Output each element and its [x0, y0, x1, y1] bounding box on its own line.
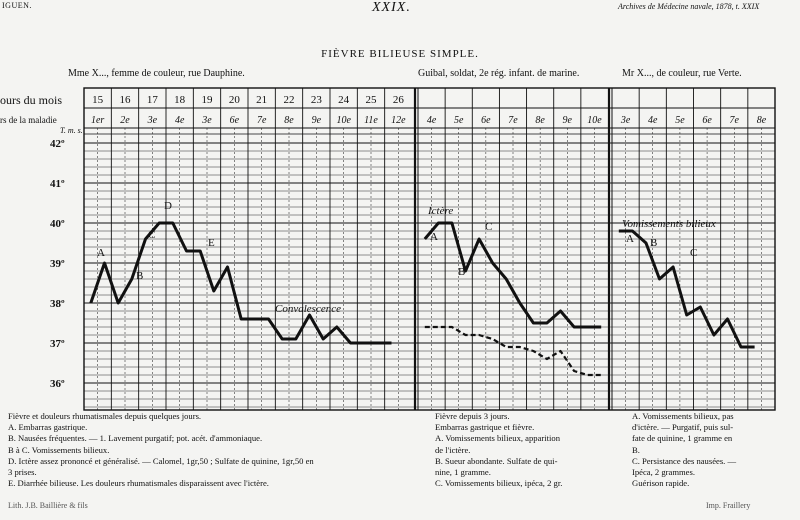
- note-line: E. Diarrhée bilieuse. Les douleurs rhumatismales disparaissent avec l'ictère.: [8, 478, 269, 489]
- header-plate-number: XXIX.: [372, 0, 411, 15]
- patient-label-2: Guibal, soldat, 2e rég. infant. de marine.: [418, 68, 580, 79]
- day-of-month-label: 19: [201, 94, 213, 106]
- note-line: C. Vomissements bilieux, ipéca, 2 gr.: [435, 478, 563, 489]
- note-line: Fièvre depuis 3 jours.: [435, 411, 510, 421]
- y-tick-label: 38º: [50, 298, 65, 310]
- day-of-illness-label: 8e: [535, 115, 545, 126]
- event-letter-label: B: [650, 237, 658, 249]
- day-of-illness-label: 8e: [756, 115, 767, 126]
- note-line: fate de quinine, 1 gramme en: [632, 433, 733, 444]
- note-line: Ipéca, 2 grammes.: [632, 467, 695, 478]
- notes-left: [8, 411, 314, 489]
- day-of-illness-label: 3e: [147, 115, 158, 126]
- header-journal: Archives de Médecine navale, 1878, t. XXIX: [618, 2, 760, 11]
- chart-title: FIÈVRE BILIEUSE SIMPLE.: [321, 48, 479, 60]
- row-label-days-of-month: ours du mois: [0, 93, 63, 107]
- note-line: B. Nausées fréquentes. — 1. Lavement purgatif; pot. acét. d'ammoniaque.: [8, 433, 263, 444]
- day-of-illness-label: 7e: [729, 115, 739, 126]
- day-of-illness-label: 4e: [174, 115, 185, 126]
- day-of-month-label: 15: [92, 94, 104, 106]
- note-line: B. Sueur abondante. Sulfate de qui-: [435, 455, 558, 466]
- footer-printer-left: Lith. J.B. Baillière & fils: [8, 501, 88, 510]
- annotation-label: Vomissements bilieux: [622, 218, 716, 230]
- note-line: A. Vomissements bilieux, apparition: [435, 433, 560, 444]
- day-of-month-label: 26: [392, 94, 404, 106]
- note-line: d'ictère. — Purgatif, puis sul-: [632, 422, 734, 433]
- note-line: D. Ictère assez prononcé et généralisé. — Calomel, 1gr,50 ; Sulfate de quinine, 1gr,50 en: [8, 455, 314, 466]
- note-line: B à C. Vomissements bilieux.: [8, 444, 110, 455]
- day-of-illness-label: 9e: [311, 115, 322, 126]
- event-letter-label: C: [148, 229, 156, 241]
- header-left: IGUEN.: [2, 1, 32, 10]
- note-line: A. Vomissements bilieux, pas: [632, 411, 734, 421]
- y-tick-label: 36º: [50, 378, 65, 390]
- day-of-illness-label: 6e: [702, 115, 712, 126]
- day-of-illness-label: 8e: [284, 115, 294, 126]
- day-of-illness-label: 1er: [90, 115, 105, 126]
- day-of-illness-label: 10e: [336, 115, 351, 126]
- note-line: Guérison rapide.: [632, 478, 690, 489]
- day-of-illness-label: 4e: [648, 115, 658, 126]
- event-letter-label: C: [690, 247, 698, 259]
- day-of-illness-label: 3e: [620, 115, 631, 126]
- day-of-month-label: 18: [174, 94, 186, 106]
- row-label-days-of-illness: rs de la maladie: [0, 115, 57, 125]
- event-letter-label: A: [97, 247, 105, 259]
- day-of-illness-label: 6e: [229, 115, 240, 126]
- day-of-month-label: 25: [365, 94, 377, 106]
- event-letter-label: A: [626, 233, 634, 245]
- day-of-illness-label: 7e: [508, 115, 518, 126]
- temperature-line: [425, 223, 601, 327]
- day-of-illness-label: 11e: [364, 115, 378, 126]
- note-line: 3 prises.: [8, 467, 37, 478]
- day-of-illness-label: 6e: [481, 115, 491, 126]
- day-of-illness-label: 2e: [120, 115, 130, 126]
- annotation-label: Convalescence: [275, 303, 341, 315]
- y-tick-label: 40º: [50, 218, 65, 230]
- note-line: B.: [632, 444, 640, 455]
- y-tick-label: 39º: [50, 258, 65, 270]
- y-tick-label: 41º: [50, 178, 65, 190]
- note-line: C. Persistance des nausées. —: [632, 455, 737, 466]
- event-letter-label: C: [485, 221, 493, 233]
- day-of-month-label: 16: [119, 94, 131, 106]
- day-of-illness-label: 5e: [453, 115, 464, 126]
- day-of-month-label: 21: [256, 94, 268, 106]
- notes-middle: [435, 411, 562, 489]
- note-line: Fièvre et douleurs rhumatismales depuis quelques jours.: [8, 411, 202, 421]
- y-tick-label: 42º: [50, 138, 65, 150]
- day-of-month-label: 20: [228, 94, 240, 106]
- event-letter-label: E: [208, 237, 215, 249]
- temperature-line: [91, 223, 392, 343]
- row-label-tms: T. m. s.: [60, 126, 83, 135]
- note-line: nine, 1 gramme.: [435, 467, 491, 478]
- day-of-month-label: 17: [146, 94, 158, 106]
- day-of-illness-label: 10e: [587, 115, 602, 126]
- note-line: Embarras gastrique et fièvre.: [435, 422, 535, 433]
- annotation-label: Ictère: [428, 205, 454, 217]
- patient-label-1: Mme X..., femme de couleur, rue Dauphine.: [68, 68, 245, 79]
- notes-right: [632, 411, 736, 489]
- day-of-illness-label: 7e: [256, 115, 267, 126]
- day-of-illness-label: 4e: [426, 115, 437, 126]
- day-of-month-label: 22: [283, 94, 295, 106]
- day-of-illness-label: 9e: [562, 115, 573, 126]
- chart-frame: [84, 88, 775, 410]
- event-letter-label: B: [136, 270, 144, 282]
- footer-printer-right: Imp. Fraillery: [706, 501, 751, 510]
- day-of-month-label: 24: [338, 94, 350, 106]
- day-of-illness-label: 5e: [675, 115, 685, 126]
- event-letter-label: A: [430, 231, 438, 243]
- day-of-month-label: 23: [310, 94, 322, 106]
- note-line: A. Embarras gastrique.: [8, 422, 88, 433]
- event-letter-label: D: [164, 200, 172, 212]
- event-letter-label: B: [458, 266, 466, 278]
- day-of-illness-label: 12e: [391, 115, 406, 126]
- note-line: de l'ictère.: [435, 444, 471, 455]
- day-of-illness-label: 3e: [202, 115, 212, 126]
- patient-label-3: Mr X..., de couleur, rue Verte.: [622, 68, 742, 79]
- y-tick-label: 37º: [50, 338, 65, 350]
